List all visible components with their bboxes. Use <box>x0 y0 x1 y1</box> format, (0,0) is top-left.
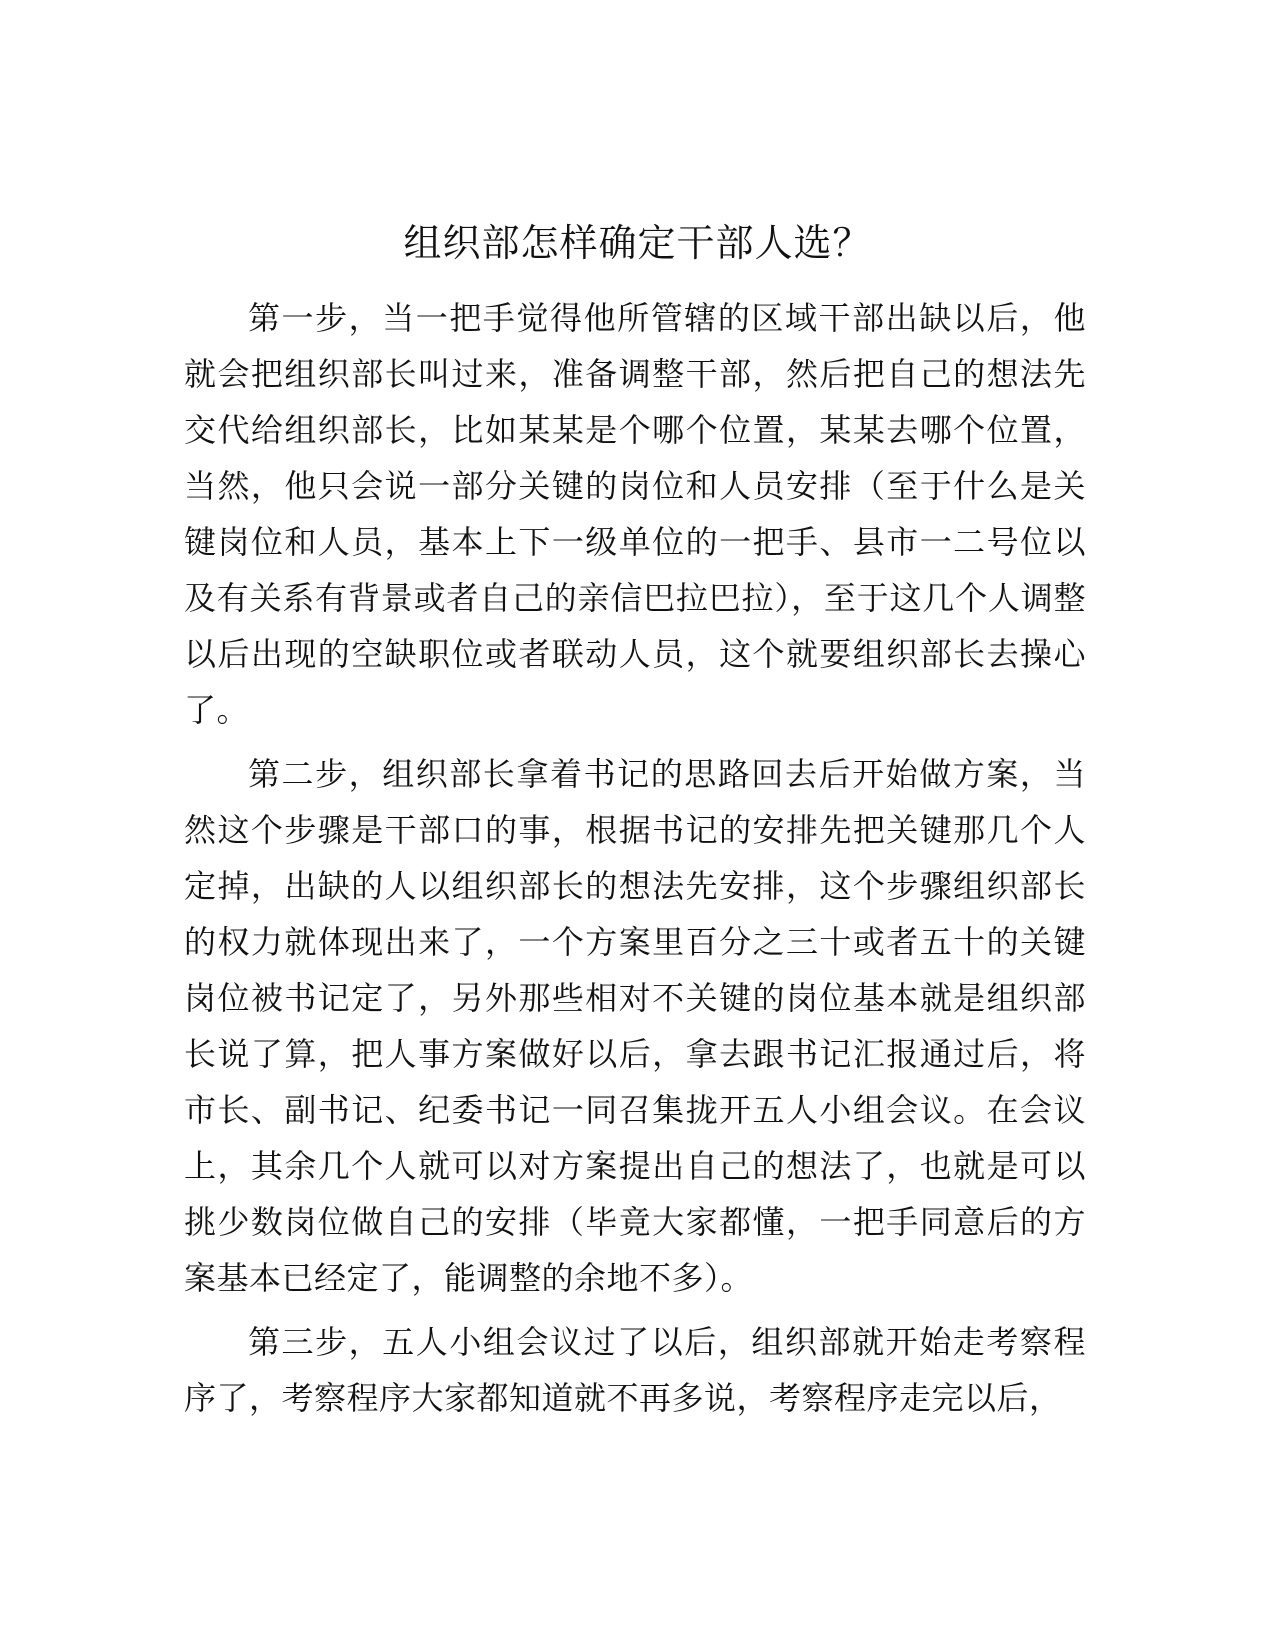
paragraph-step-one: 第一步，当一把手觉得他所管辖的区域干部出缺以后，他就会把组织部长叫过来，准备调整干部，然后把自己的想法先交代给组织部长，比如某某是个哪个位置，某某去哪个位置，当然，他只会说一部分关键的岗位和人员安排（至于什么是关键岗位和人员，基本上下一级单位的一把手、县市一二号位以及有关系有背景或者自己的亲信巴拉巴拉），至于这几个人调整以后出现的空缺职位或者联动人员，这个就要组织部长去操心了。 <box>184 299 1086 729</box>
paragraph-step-two: 第二步，组织部长拿着书记的思路回去后开始做方案，当然这个步骤是干部口的事，根据书记的安排先把关键那几个人定掉，出缺的人以组织部长的想法先安排，这个步骤组织部长的权力就体现出来了，一个方案里百分之三十或者五十的关键岗位被书记定了，另外那些相对不关键的岗位基本就是组织部长说了算，把人事方案做好以后，拿去跟书记汇报通过后，将市长、副书记、纪委书记一同召集拢开五人小组会议。在会议上，其余几个人就可以对方案提出自己的想法了，也就是可以挑少数岗位做自己的安排（毕竟大家都懂，一把手同意后的方案基本已经定了，能调整的余地不多）。 <box>184 755 1086 1297</box>
document-title: 组织部怎样确定干部人选？ <box>403 221 872 265</box>
paragraph-step-three: 第三步，五人小组会议过了以后，组织部就开始走考察程序了，考察程序大家都知道就不再多说，考察程序走完以后， <box>184 1323 1086 1417</box>
document-body <box>184 290 1086 1434</box>
